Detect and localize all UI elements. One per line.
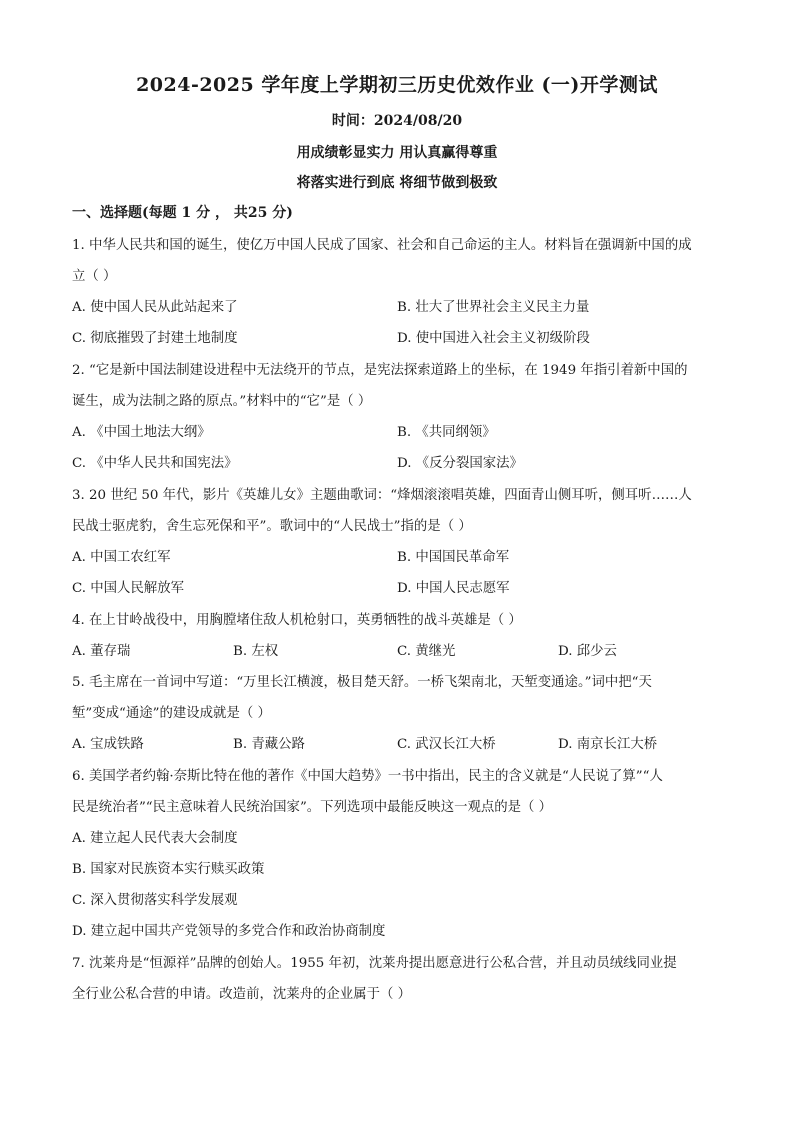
question-3-option-d[interactable]: D. 中国人民志愿军 <box>397 581 510 596</box>
exam-date: 时间：2024/08/20 <box>331 113 463 129</box>
question-2-text-line-1: 2. “它是新中国法制建设进程中无法绕开的节点，是宪法探索道路上的坐标，在 1949 年指引着新中国的 <box>72 363 688 378</box>
question-3-option-c[interactable]: C. 中国人民解放军 <box>72 581 185 596</box>
question-6-option-d[interactable]: D. 建立起中国共产党领导的多党合作和政治协商制度 <box>72 924 386 939</box>
question-4-option-b[interactable]: B. 左权 <box>233 644 279 659</box>
question-2-text-line-2: 诞生，成为法制之路的原点。”材料中的“它”是（ ） <box>72 394 372 409</box>
question-1-text-line-2: 立（ ） <box>72 269 117 284</box>
question-7-text-line-2: 全行业公私合营的申请。改造前，沈莱舟的企业属于（ ） <box>72 987 412 1002</box>
question-6-text-line-2: 民是统治者”“民主意味着人民统治国家”。下列选项中最能反映这一观点的是（ ） <box>72 800 553 815</box>
question-1-option-a[interactable]: A. 使中国人民从此站起来了 <box>72 300 238 315</box>
question-4-option-d[interactable]: D. 邱少云 <box>558 644 617 659</box>
question-6-option-a[interactable]: A. 建立起人民代表大会制度 <box>72 831 238 846</box>
question-1-option-c[interactable]: C. 彻底摧毁了封建土地制度 <box>72 331 238 346</box>
question-2-option-a[interactable]: A. 《中国土地法大纲》 <box>72 425 211 440</box>
question-3-option-a[interactable]: A. 中国工农红军 <box>72 550 171 565</box>
question-5-text-line-1: 5. 毛主席在一首词中写道：“万里长江横渡，极目楚天舒。一桥飞架南北，天堑变通途。”词中把“天 <box>72 675 652 690</box>
question-1-option-b[interactable]: B. 壮大了世界社会主义民主力量 <box>397 300 590 315</box>
question-6-text-line-1: 6. 美国学者约翰·奈斯比特在他的著作《中国大趋势》一书中指出，民主的含义就是“人民说了算”“人 <box>72 769 663 784</box>
question-1-option-d[interactable]: D. 使中国进入社会主义初级阶段 <box>397 331 590 346</box>
question-5-option-b[interactable]: B. 青藏公路 <box>233 737 305 752</box>
question-2-option-c[interactable]: C. 《中华人民共和国宪法》 <box>72 456 238 471</box>
question-1-text-line-1: 1. 中华人民共和国的诞生，使亿万中国人民成了国家、社会和自己命运的主人。材料旨在强调新中国的成 <box>72 238 692 253</box>
question-4-option-a[interactable]: A. 董存瑞 <box>72 644 131 659</box>
question-4-text-line-1: 4. 在上甘岭战役中，用胸膛堵住敌人机枪射口，英勇牺牲的战斗英雄是（ ） <box>72 613 522 628</box>
question-2-option-b[interactable]: B. 《共同纲领》 <box>397 425 496 440</box>
question-5-option-d[interactable]: D. 南京长江大桥 <box>558 737 658 752</box>
question-5-text-line-2: 堑”变成“通途”的建设成就是（ ） <box>72 706 271 721</box>
motto-line-1: 用成绩彰显实力 用认真赢得尊重 <box>296 145 498 161</box>
question-5-option-c[interactable]: C. 武汉长江大桥 <box>397 737 496 752</box>
motto-line-2: 将落实进行到底 将细节做到极致 <box>296 175 498 191</box>
question-5-option-a[interactable]: A. 宝成铁路 <box>72 737 144 752</box>
question-6-option-c[interactable]: C. 深入贯彻落实科学发展观 <box>72 893 238 908</box>
question-3-text-line-1: 3. 20 世纪 50 年代，影片《英雄儿女》主题曲歌词：“烽烟滚滚唱英雄，四面青山侧耳听，侧耳听……人 <box>72 488 692 503</box>
section-heading: 一、选择题(每题 1 分 ， 共25 分) <box>72 205 293 221</box>
question-7-text-line-1: 7. 沈莱舟是“恒源祥”品牌的创始人。1955 年初，沈莱舟提出愿意进行公私合营，并且动员绒线同业提 <box>72 956 677 971</box>
question-3-text-line-2: 民战士驱虎豹，舍生忘死保和平”。歌词中的“人民战士”指的是（ ） <box>72 519 472 534</box>
exam-title: 2024-2025 学年度上学期初三历史优效作业 (一)开学测试 <box>136 74 658 96</box>
question-6-option-b[interactable]: B. 国家对民族资本实行赎买政策 <box>72 862 265 877</box>
question-2-option-d[interactable]: D. 《反分裂国家法》 <box>397 456 523 471</box>
question-3-option-b[interactable]: B. 中国国民革命军 <box>397 550 510 565</box>
question-4-option-c[interactable]: C. 黄继光 <box>397 644 456 659</box>
